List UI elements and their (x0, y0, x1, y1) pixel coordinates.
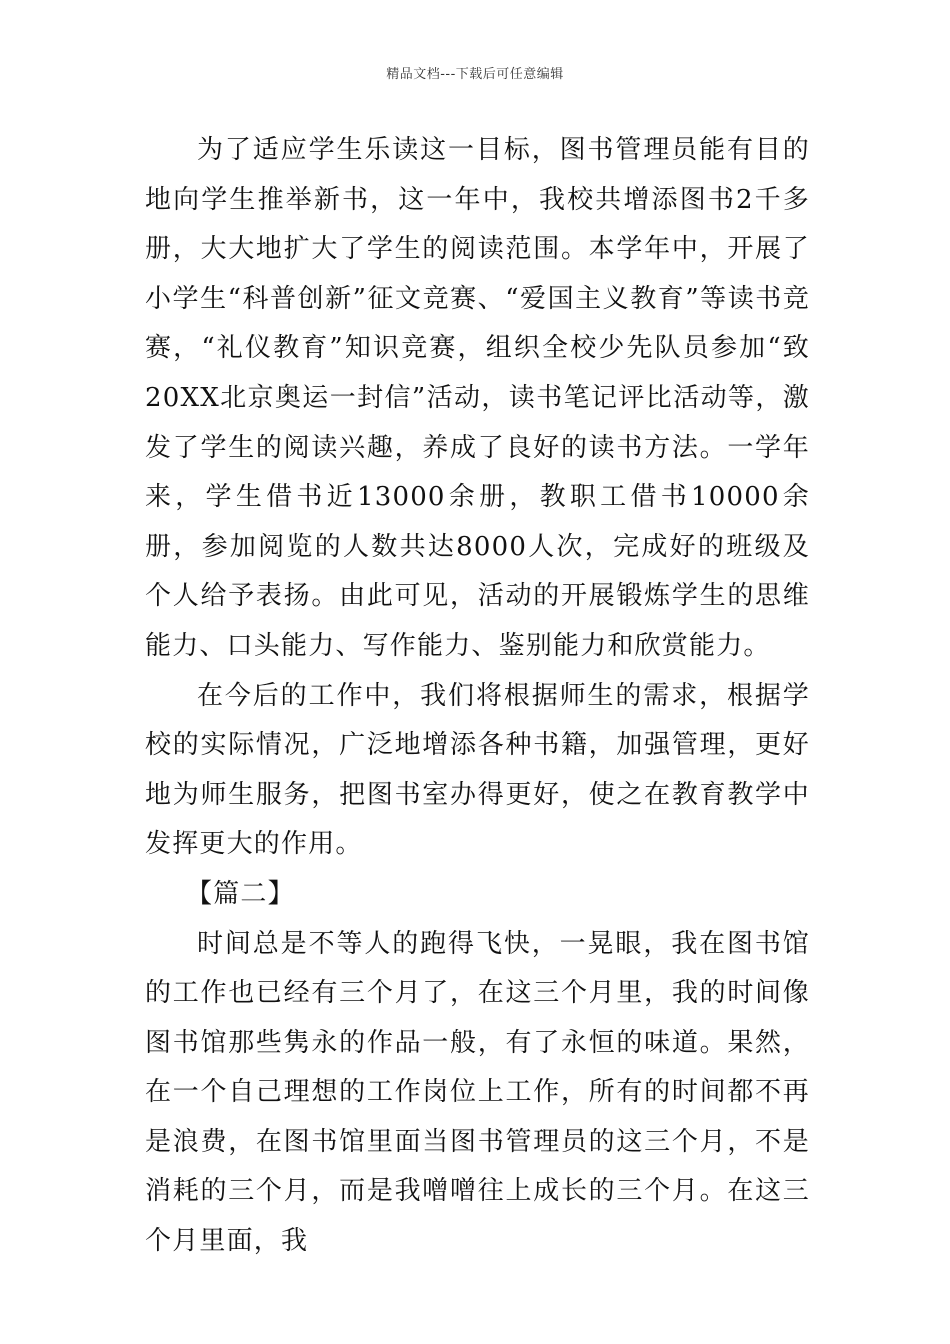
page-header: 精品文档---下载后可任意编辑 (386, 67, 564, 82)
body-paragraph: 在今后的工作中，我们将根据师生的需求，根据学校的实际情况，广泛地增添各种书籍，加强管理，更好地为师生服务，把图书室办得更好，使之在教育教学中发挥更大的作用。 (145, 680, 810, 860)
body-paragraph: 时间总是不等人的跑得飞快，一晃眼，我在图书馆的工作也已经有三个月了，在这三个月里，我的时间像图书馆那些隽永的作品一般，有了永恒的味道。果然，在一个自己理想的工作岗位上工作，所有的时间都不再是浪费，在图书馆里面当图书管理员的这三个月，不是消耗的三个月，而是我噌噌往上成长的三个月。在这三个月里面，我 (145, 928, 810, 1257)
section-heading: 【篇二】 (186, 878, 295, 909)
body-paragraph: 为了适应学生乐读这一目标，图书管理员能有目的地向学生推举新书，这一年中，我校共增添图书2千多册，大大地扩大了学生的阅读范围。本学年中，开展了小学生“科普创新”征文竞赛、“爱国主义教育”等读书竞赛，“礼仪教育”知识竞赛，组织全校少先队员参加“致20XX北京奥运一封信”活动，读书笔记评比活动等，激发了学生的阅读兴趣，养成了良好的读书方法。一学年来，学生借书近13000余册，教职工借书10000余册，参加阅览的人数共达8000人次，完成好的班级及个人给予表扬。由此可见，活动的开展锻炼学生的思维能力、口头能力、写作能力、鉴别能力和欣赏能力。 (145, 135, 810, 661)
document-body (145, 126, 810, 1267)
